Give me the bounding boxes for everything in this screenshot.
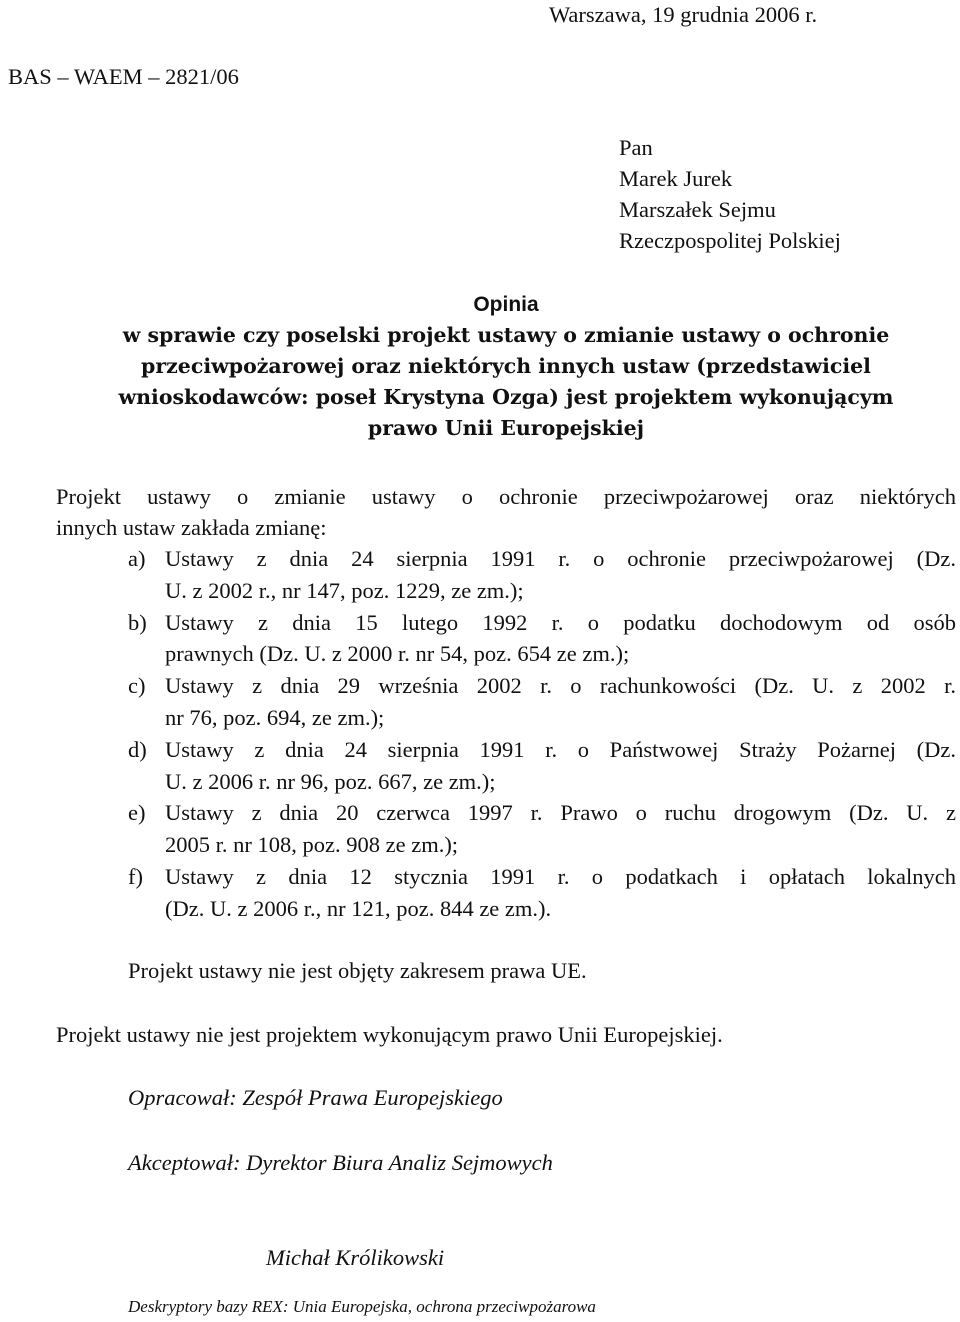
list-item-text: 2005 r. nr 108, poz. 908 ze zm.); xyxy=(165,832,459,858)
document-date: Warszawa, 19 grudnia 2006 r. xyxy=(549,2,818,27)
scope-statement: Projekt ustawy nie jest objęty zakresem prawa UE. xyxy=(128,958,587,983)
opinion-subject-line: wnioskodawców: poseł Krystyna Ozga) jest projektem wykonującym xyxy=(118,385,894,409)
list-item xyxy=(128,861,956,925)
intro-paragraph xyxy=(56,481,956,543)
opinion-subject-line: prawo Unii Europejskiej xyxy=(367,416,645,440)
list-item-text: Ustawy z dnia 24 sierpnia 1991 r. o Państwowej Straży Pożarnej (Dz. xyxy=(165,736,956,762)
list-item xyxy=(128,607,956,671)
list-marker: f) xyxy=(128,863,143,889)
signer-name: Michał Królikowski xyxy=(266,1245,445,1270)
intro-line: Projekt ustawy o zmianie ustawy o ochronie przeciwpożarowej oraz niektórych xyxy=(56,484,956,509)
list-marker: b) xyxy=(128,609,147,635)
opinion-subject-line: przeciwpożarowej oraz niektórych innych ustaw (przedstawiciel xyxy=(141,354,871,378)
addressee-name: Marek Jurek xyxy=(619,166,733,191)
rex-descriptors: Deskryptory bazy REX: Unia Europejska, ochrona przeciwpożarowa xyxy=(128,1297,596,1316)
list-marker: d) xyxy=(128,736,147,762)
addressee-title: Marszałek Sejmu xyxy=(619,197,776,222)
list-item xyxy=(128,670,956,734)
amendments-list xyxy=(128,543,956,925)
opinion-heading: Opinia xyxy=(473,293,539,316)
list-item-text: U. z 2006 r. nr 96, poz. 667, ze zm.); xyxy=(165,768,496,794)
list-item xyxy=(128,797,956,861)
addressee-block xyxy=(619,132,841,256)
opinion-subject-line: w sprawie czy poselski projekt ustawy o zmianie ustawy o ochronie xyxy=(122,323,890,347)
list-item-text: prawnych (Dz. U. z 2000 r. nr 54, poz. 654 ze zm.); xyxy=(165,641,630,667)
conclusion-statement: Projekt ustawy nie jest projektem wykonującym prawo Unii Europejskiej. xyxy=(56,1022,723,1047)
prepared-by: Opracował: Zespół Prawa Europejskiego xyxy=(128,1085,503,1110)
list-item-text: Ustawy z dnia 29 września 2002 r. o rachunkowości (Dz. U. z 2002 r. xyxy=(165,673,956,699)
list-item-text: U. z 2002 r., nr 147, poz. 1229, ze zm.); xyxy=(165,577,524,603)
list-item-text: Ustawy z dnia 15 lutego 1992 r. o podatku dochodowym od osób xyxy=(165,609,956,635)
addressee-salutation: Pan xyxy=(619,135,653,160)
reference-number: BAS – WAEM – 2821/06 xyxy=(8,64,239,89)
list-item-text: (Dz. U. z 2006 r., nr 121, poz. 844 ze zm.). xyxy=(165,895,552,921)
list-item-text: Ustawy z dnia 12 stycznia 1991 r. o podatkach i opłatach lokalnych xyxy=(165,863,956,889)
list-item xyxy=(128,543,956,607)
intro-line: innych ustaw zakłada zmianę: xyxy=(56,515,327,540)
list-marker: e) xyxy=(128,800,146,826)
list-item-text: nr 76, poz. 694, ze zm.); xyxy=(165,704,385,730)
addressee-country: Rzeczpospolitej Polskiej xyxy=(619,228,841,253)
opinion-title-block xyxy=(0,289,960,444)
accepted-by: Akceptował: Dyrektor Biura Analiz Sejmowych xyxy=(128,1150,553,1175)
list-item-text: Ustawy z dnia 20 czerwca 1997 r. Prawo o ruchu drogowym (Dz. U. z xyxy=(165,800,956,826)
list-item-text: Ustawy z dnia 24 sierpnia 1991 r. o ochronie przeciwpożarowej (Dz. xyxy=(165,546,956,571)
list-item xyxy=(128,734,956,798)
list-marker: a) xyxy=(128,546,146,571)
list-marker: c) xyxy=(128,673,146,699)
